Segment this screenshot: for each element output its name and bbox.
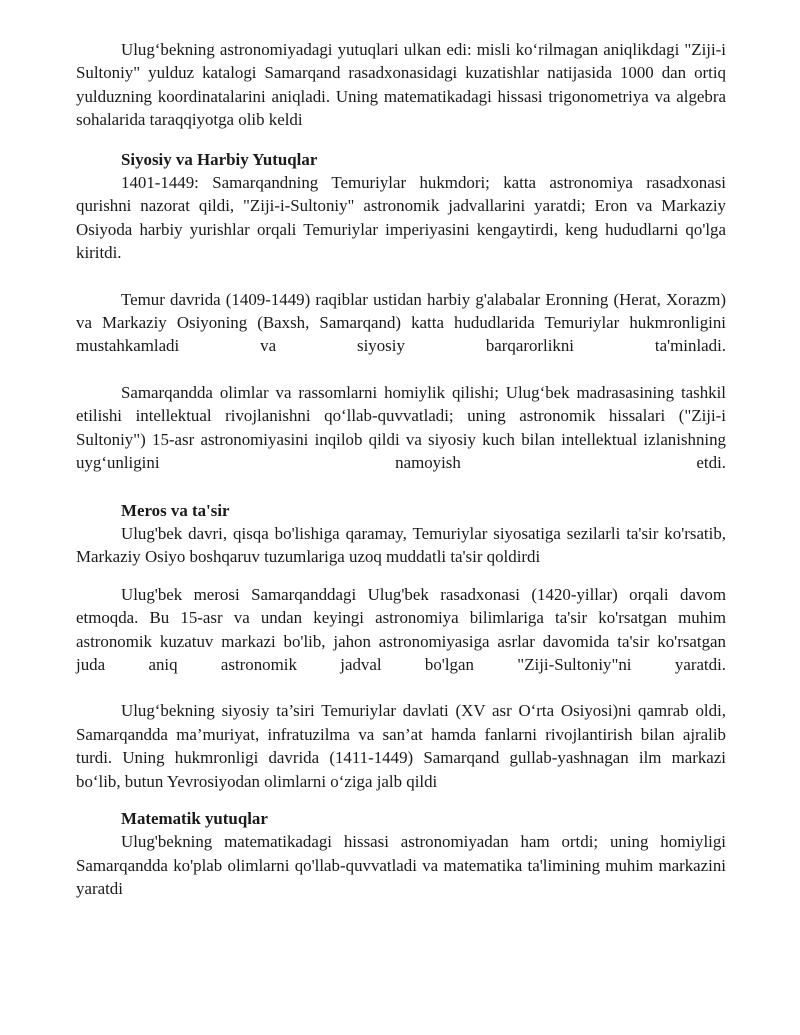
paragraph-astronomy-achievements: Ulug‘bekning astronomiyadagi yutuqlari ulkan edi: misli ko‘rilmagan aniqlikdagi "Ziji-i Sultoniy" yulduz katalogi Samarqand rasadxonasidagi kuzatishlar natijasida 1000 dan ortiq yulduzning koordinatalarini aniqladi. Uning matematikadagi hissasi trigonometriya va algebra sohalarida taraqqiyotga olib keldi (76, 40, 726, 130)
paragraph-math-contribution: Ulug'bekning matematikadagi hissasi astronomiyadan ham ortdi; uning homiyligi Samarqandda ko'plab olimlarni qo'llab-quvvatladi va matematika ta'limining muhim markazini yaratdi (76, 832, 726, 899)
paragraph-patronage: Samarqandda olimlar va rassomlarni homiylik qilishi; Ulug‘bek madrasasining tashkil etilishi intellektual rivojlanishni qo‘llab-quvvatladi; uning astronomik hissalari ("Ziji-i Sultoniy") 15-asr astronomiyasini inqilob qildi va siyosiy kuch bilan intellektual izlanishning uyg‘unligini namoyish etdi. (76, 382, 726, 473)
heading-political-military: Siyosiy va Harbiy Yutuqlar (121, 149, 318, 169)
heading-legacy: Meros va ta'sir (121, 500, 230, 520)
paragraph-reign-summary: 1401-1449: Samarqandning Temuriylar hukmdori; katta astronomiya rasadxonasi qurishni nazorat qildi, "Ziji-i-Sultoniy" astronomik jadvallarini yaratdi; Eron va Markaziy Osiyoda harbiy yurishlar orqali Temuriylar imperiyasini kengaytirdi, keng hududlarni qo'lga kiritdi. (76, 173, 726, 263)
document-page (76, 38, 726, 901)
paragraph-political-influence: Ulug‘bekning siyosiy ta’siri Temuriylar davlati (XV asr O‘rta Osiyosi)ni qamrab oldi, Samarqandda ma’muriyat, infratuzilma va san’at hamda fanlarni rivojlantirish bilan ajralib turdi. Uning hukmronligi davrida (1411-1449) Samarqand gullab-yashnagan ilm markazi bo‘lib, butun Yevrosiyodan olimlarni o‘ziga jalb qildi (76, 701, 726, 791)
paragraph-legacy-impact: Ulug'bek davri, qisqa bo'lishiga qaramay, Temuriylar siyosatiga sezilarli ta'sir ko'rsatib, Markaziy Osiyo boshqaruv tuzumlariga uzoq muddatli ta'sir qoldirdi (76, 523, 726, 567)
paragraph-observatory-legacy: Ulug'bek merosi Samarqanddagi Ulug'bek rasadxonasi (1420-yillar) orqali davom etmoqda. Bu 15-asr va undan keyingi astronomiya bilimlariga ta'sir ko'rsatgan muhim astronomik kuzatuv markazi bo'lib, jahon astronomiyasiga asrlar davomida ta'sir ko'rsatgan juda aniq astronomik jadval bo'lgan "Ziji-Sultoniy"ni yaratdi. (76, 584, 726, 674)
heading-math-achievements: Matematik yutuqlar (121, 808, 268, 828)
paragraph-military-victories: Temur davrida (1409-1449) raqiblar ustidan harbiy g'alabalar Eronning (Herat, Xorazm) va Markaziy Osiyoning (Baxsh, Samarqand) katta hududlarida Temuriylar hukmronligini mustahkamladi va siyosiy barqarorlikni ta'minladi. (76, 289, 726, 356)
